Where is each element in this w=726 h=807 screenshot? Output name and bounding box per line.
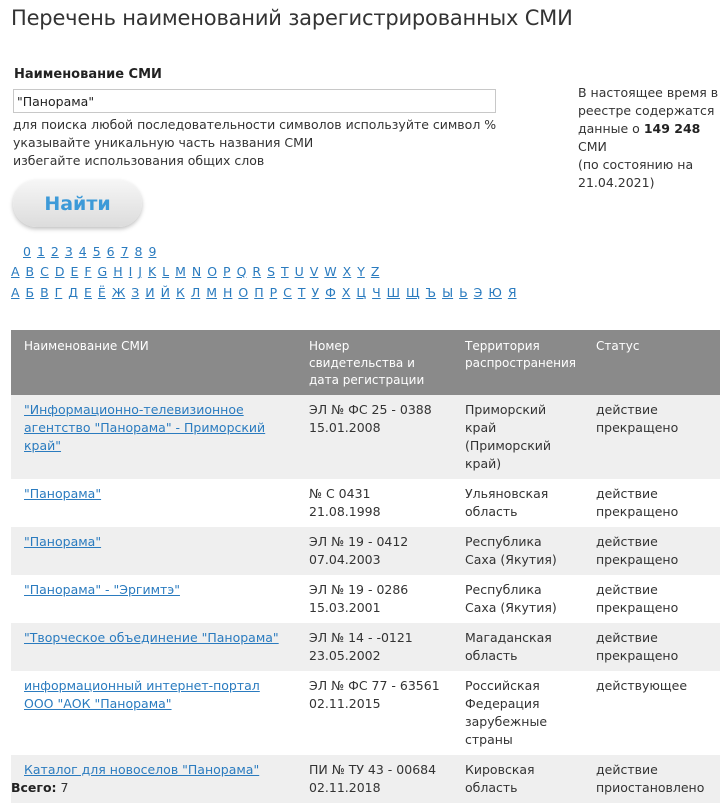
alphabet-link[interactable]: A	[11, 264, 20, 279]
alphabet-link[interactable]: F	[84, 264, 92, 279]
cell-territory: Республика Саха (Якутия)	[452, 527, 583, 575]
cell-territory: Ульяновская область	[452, 479, 583, 527]
alphabet-link[interactable]: 6	[106, 244, 115, 259]
table-row	[11, 623, 720, 671]
alphabet-link[interactable]: Y	[357, 264, 365, 279]
registry-prefix: В настоящее время в реестре содержатся данные о	[578, 85, 719, 136]
alphabet-link[interactable]: 1	[36, 244, 45, 259]
alphabet-link[interactable]: W	[324, 264, 337, 279]
cell-territory: Республика Саха (Якутия)	[452, 575, 583, 623]
alphabet-link[interactable]: 5	[92, 244, 101, 259]
alphabet-link[interactable]: Л	[190, 285, 201, 300]
cell-territory: Приморский край (Приморский край)	[452, 395, 583, 479]
cell-registration	[296, 527, 452, 575]
alphabet-link[interactable]: 4	[78, 244, 87, 259]
cell-name	[11, 623, 296, 671]
reg-date: 07.04.2003	[309, 552, 381, 567]
alphabet-link[interactable]: Ы	[442, 285, 454, 300]
search-input[interactable]	[13, 89, 496, 113]
alphabet-link[interactable]: R	[252, 264, 262, 279]
reg-date: 21.08.1998	[309, 504, 381, 519]
reg-date: 23.05.2002	[309, 648, 381, 663]
reg-number: ЭЛ № ФС 25 - 0388	[309, 402, 432, 417]
media-name-link[interactable]: "Панорама" - "Эргимтэ"	[24, 582, 180, 597]
alphabet-link[interactable]: 2	[50, 244, 59, 259]
registry-count: 149 248	[643, 121, 701, 136]
media-name-link[interactable]: информационный интернет-портал ООО "АОК "Панорама"	[24, 678, 260, 711]
alphabet-link[interactable]: И	[145, 285, 155, 300]
alphabet-link[interactable]: В	[40, 285, 49, 300]
total-count	[11, 780, 68, 795]
header-status: Статус	[583, 330, 720, 395]
find-button[interactable]: Найти	[13, 180, 142, 227]
reg-date: 15.01.2008	[309, 420, 381, 435]
search-hint: для поиска любой последовательности символов используйте символ %	[13, 117, 497, 132]
alphabet-link[interactable]: Й	[160, 285, 170, 300]
reg-number: ЭЛ № ФС 77 - 63561	[309, 678, 440, 693]
alphabet-link[interactable]: Н	[222, 285, 233, 300]
alphabet-link[interactable]: P	[223, 264, 231, 279]
alphabet-link[interactable]: Д	[68, 285, 79, 300]
alphabet-link[interactable]: З	[131, 285, 140, 300]
cell-registration	[296, 395, 452, 479]
reg-date: 02.11.2015	[309, 696, 381, 711]
reg-number: ЭЛ № 19 - 0412	[309, 534, 409, 549]
media-name-link[interactable]: "Панорама"	[24, 486, 102, 501]
cell-registration	[296, 575, 452, 623]
media-name-link[interactable]: "Информационно-телевизионное агентство "Панорама" - Приморский край"	[24, 402, 266, 453]
alphabet-link[interactable]: B	[25, 264, 35, 279]
alphabet-link[interactable]: N	[191, 264, 202, 279]
table-row	[11, 395, 720, 479]
page-title: Перечень наименований зарегистрированных СМИ	[11, 6, 573, 30]
reg-number: № С 0431	[309, 486, 371, 501]
alphabet-link[interactable]: Щ	[406, 285, 420, 300]
alphabet-link[interactable]: Ъ	[425, 285, 437, 300]
alphabet-digits	[23, 244, 158, 259]
alphabet-link[interactable]: Z	[370, 264, 380, 279]
cell-status: действие прекращено	[583, 395, 720, 479]
alphabet-link[interactable]: Ж	[111, 285, 126, 300]
alphabet-link[interactable]: Ц	[356, 285, 367, 300]
alphabet-link[interactable]: Х	[341, 285, 351, 300]
alphabet-link[interactable]: X	[342, 264, 352, 279]
table-row	[11, 575, 720, 623]
alphabet-cyrillic	[11, 285, 519, 300]
alphabet-link[interactable]: 8	[134, 244, 143, 259]
total-value: 7	[60, 780, 69, 795]
table-header-row	[11, 330, 720, 395]
alphabet-link[interactable]: Ь	[459, 285, 468, 300]
registry-as-of: (по состоянию на 21.04.2021)	[578, 157, 694, 190]
cell-name	[11, 479, 296, 527]
cell-status: действие прекращено	[583, 575, 720, 623]
cell-registration	[296, 623, 452, 671]
table-row	[11, 671, 720, 755]
alphabet-link[interactable]: Ш	[386, 285, 401, 300]
alphabet-link[interactable]: А	[11, 285, 20, 300]
cell-status: действие приостановлено	[583, 755, 720, 803]
search-label: Наименование СМИ	[14, 67, 162, 82]
alphabet-link[interactable]: K	[147, 264, 157, 279]
alphabet-link[interactable]: G	[97, 264, 108, 279]
alphabet-link[interactable]: Ё	[97, 285, 106, 300]
results-table	[11, 330, 720, 803]
alphabet-link[interactable]: 3	[64, 244, 73, 259]
alphabet-link[interactable]: Р	[269, 285, 278, 300]
cell-territory: Российская Федерация зарубежные страны	[452, 671, 583, 755]
media-name-link[interactable]: "Творческое объединение "Панорама"	[24, 630, 279, 645]
alphabet-link[interactable]: Т	[297, 285, 306, 300]
alphabet-latin	[11, 264, 381, 279]
alphabet-link[interactable]: Я	[507, 285, 517, 300]
alphabet-link[interactable]: O	[207, 264, 218, 279]
total-label: Всего:	[11, 780, 57, 795]
table-row	[11, 527, 720, 575]
alphabet-link[interactable]: К	[175, 285, 185, 300]
alphabet-link[interactable]: C	[40, 264, 49, 279]
search-hint: указывайте уникальную часть названия СМИ	[13, 135, 314, 150]
cell-name	[11, 527, 296, 575]
cell-territory: Кировская область	[452, 755, 583, 803]
alphabet-link[interactable]: V	[309, 264, 319, 279]
cell-registration	[296, 755, 452, 803]
reg-date: 02.11.2018	[309, 780, 381, 795]
cell-status: действие прекращено	[583, 479, 720, 527]
cell-name	[11, 575, 296, 623]
search-hint: избегайте использования общих слов	[13, 153, 265, 168]
alphabet-link[interactable]: M	[175, 264, 186, 279]
registry-info	[578, 84, 720, 192]
alphabet-link[interactable]: Ч	[372, 285, 381, 300]
cell-name	[11, 671, 296, 755]
reg-date: 15.03.2001	[309, 600, 381, 615]
alphabet-link[interactable]: Э	[473, 285, 483, 300]
alphabet-link[interactable]: S	[267, 264, 275, 279]
alphabet-link[interactable]: П	[254, 285, 264, 300]
alphabet-link[interactable]: I	[128, 264, 133, 279]
media-name-link[interactable]: "Панорама"	[24, 534, 102, 549]
alphabet-link[interactable]: J	[138, 264, 142, 279]
search-hints	[13, 116, 496, 170]
alphabet-link[interactable]: Г	[54, 285, 63, 300]
alphabet-link[interactable]: H	[113, 264, 123, 279]
alphabet-link[interactable]: Q	[236, 264, 247, 279]
alphabet-link[interactable]: Е	[84, 285, 92, 300]
cell-registration	[296, 671, 452, 755]
cell-territory: Магаданская область	[452, 623, 583, 671]
cell-status: действующее	[583, 671, 720, 755]
alphabet-link[interactable]: T	[280, 264, 289, 279]
alphabet-link[interactable]: М	[206, 285, 217, 300]
alphabet-link[interactable]: Ю	[488, 285, 502, 300]
cell-name	[11, 395, 296, 479]
alphabet-link[interactable]: E	[70, 264, 79, 279]
alphabet-link[interactable]: L	[162, 264, 170, 279]
alphabet-link[interactable]: С	[283, 285, 292, 300]
alphabet-link[interactable]: 0	[23, 244, 31, 259]
table-row	[11, 755, 720, 803]
alphabet-link[interactable]: Б	[25, 285, 35, 300]
table-row	[11, 479, 720, 527]
reg-number: ЭЛ № 19 - 0286	[309, 582, 409, 597]
media-name-link[interactable]: Каталог для новоселов "Панорама"	[24, 762, 260, 777]
cell-registration	[296, 479, 452, 527]
cell-status: действие прекращено	[583, 623, 720, 671]
alphabet-link[interactable]: 7	[120, 244, 129, 259]
alphabet-link[interactable]: У	[311, 285, 320, 300]
reg-number: ЭЛ № 14 - -0121	[309, 630, 413, 645]
header-registration: Номер свидетельства и дата регистрации	[296, 330, 452, 395]
cell-name	[11, 755, 296, 803]
alphabet-link[interactable]: Ф	[325, 285, 336, 300]
alphabet-link[interactable]: О	[238, 285, 249, 300]
reg-number: ПИ № ТУ 43 - 00684	[309, 762, 437, 777]
header-name: Наименование СМИ	[11, 330, 296, 395]
header-territory: Территория распространения	[452, 330, 583, 395]
cell-status: действие прекращено	[583, 527, 720, 575]
alphabet-link[interactable]: U	[294, 264, 304, 279]
alphabet-link[interactable]: D	[54, 264, 65, 279]
registry-suffix: СМИ	[578, 139, 607, 154]
alphabet-link[interactable]: 9	[148, 244, 157, 259]
